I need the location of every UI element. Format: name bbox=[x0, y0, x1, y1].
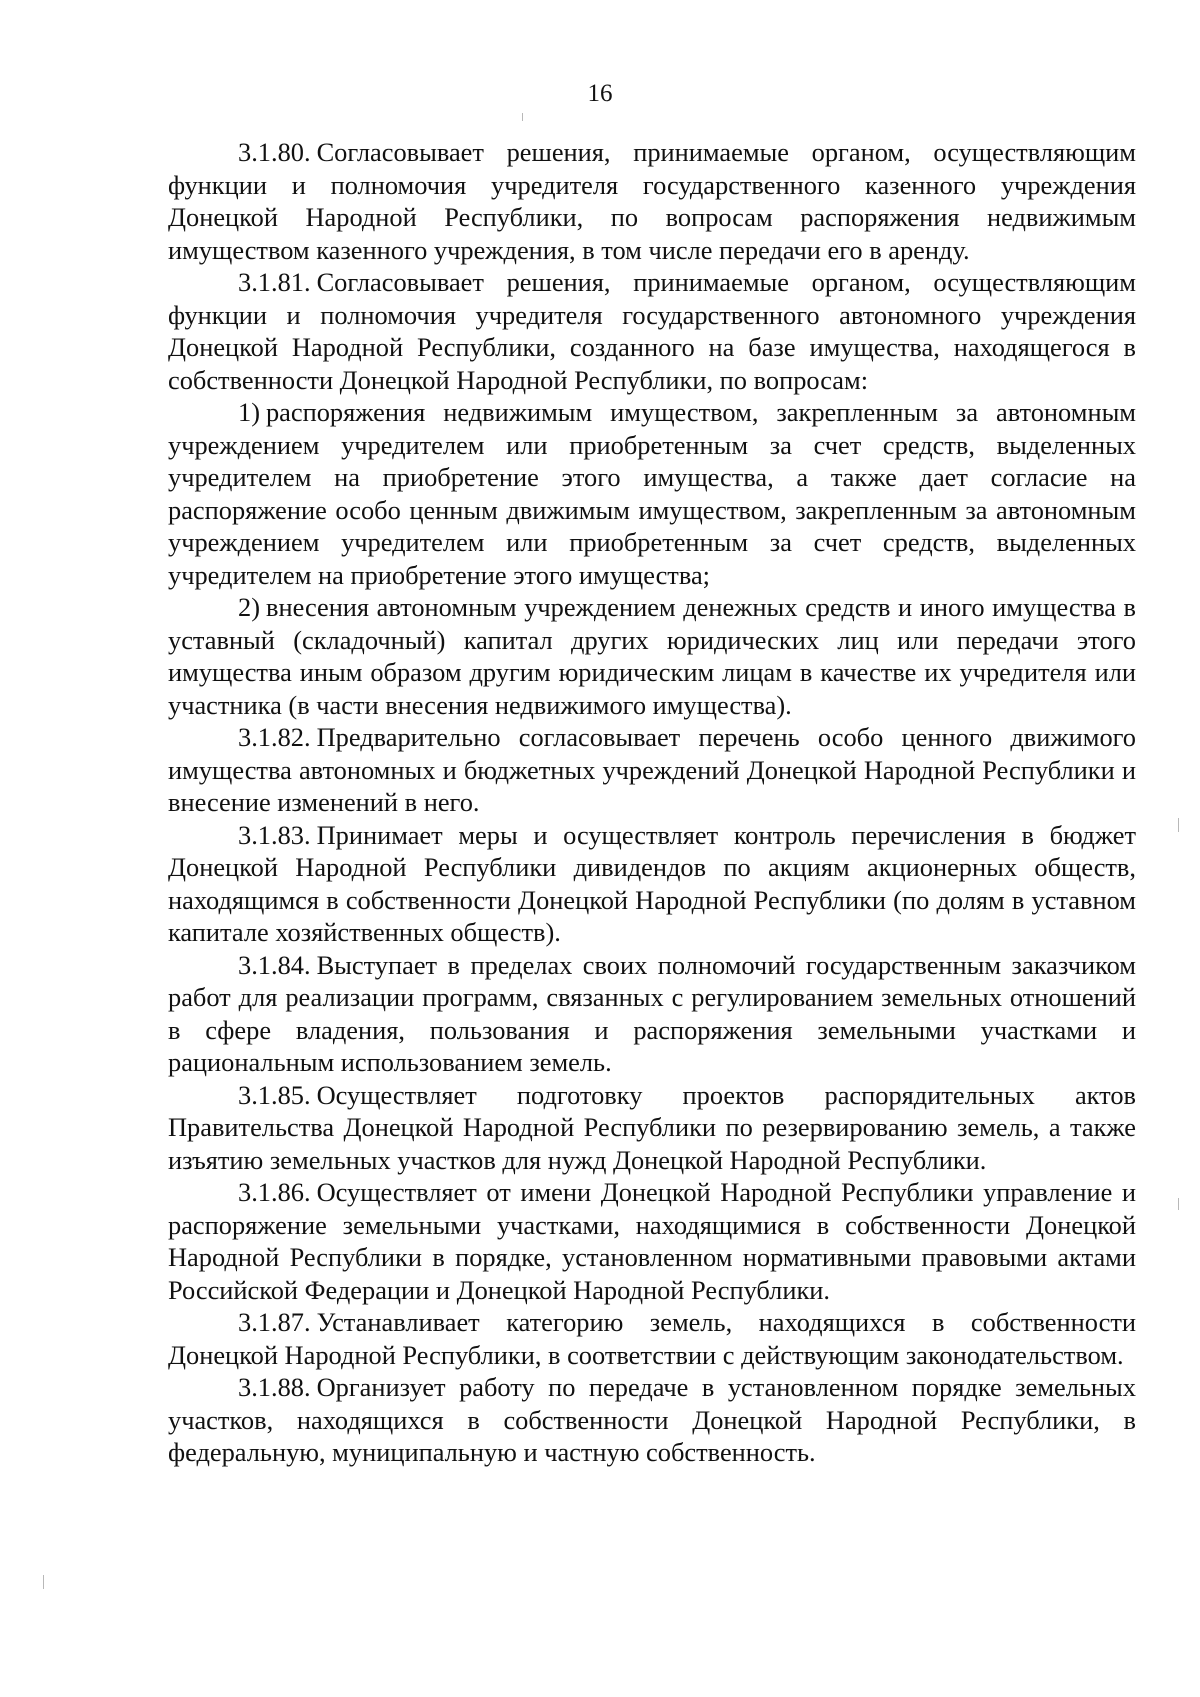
document-body bbox=[168, 136, 1136, 1469]
scan-speck bbox=[1178, 818, 1179, 832]
paragraph-number: 3.1.83. bbox=[238, 819, 311, 850]
paragraph-number: 3.1.84. bbox=[238, 949, 311, 980]
list-item-number: 1) bbox=[238, 397, 260, 427]
paragraph-text: Устанавливает категорию земель, находящихся в собственности Донецкой Народной Республики, в соответствии с действующим законодательством. bbox=[168, 1307, 1136, 1370]
paragraph-3-1-84 bbox=[168, 949, 1136, 1079]
paragraph-3-1-80 bbox=[168, 136, 1136, 266]
scan-speck bbox=[43, 1575, 44, 1589]
paragraph-number: 3.1.80. bbox=[238, 137, 311, 167]
paragraph-number: 3.1.85. bbox=[238, 1079, 311, 1110]
paragraph-number: 3.1.88. bbox=[238, 1372, 311, 1402]
paragraph-text: Организует работу по передаче в установленном порядке земельных участков, находящихся в собственности Донецкой Народной Республики, в федеральную, муниципальную и частную собственность. bbox=[168, 1372, 1136, 1467]
list-item-text: внесения автономным учреждением денежных средств и иного имущества в уставный (складочный) капитал других юридических лиц или передачи этого имущества иным образом другим юридическим лицам в качестве их учредителя или участника (в части внесения недвижимого имущества). bbox=[168, 592, 1136, 720]
paragraph-3-1-82 bbox=[168, 721, 1136, 819]
paragraph-text: Осуществляет от имени Донецкой Народной Республики управление и распоряжение земельными участками, находящимися в собственности Донецкой Народной Республики в порядке, установленном нормативными правовыми актами Российской Федерации и Донецкой Народной Республики. bbox=[168, 1177, 1136, 1305]
paragraph-text: Согласовывает решения, принимаемые органом, осуществляющим функции и полномочия учредителя государственного автономного учреждения Донецкой Народной Республики, созданного на базе имущества, находящегося в собственности Донецкой Народной Республики, по вопросам: bbox=[168, 267, 1136, 395]
paragraph-3-1-86 bbox=[168, 1176, 1136, 1306]
paragraph-number: 3.1.87. bbox=[238, 1307, 311, 1337]
scan-speck bbox=[1178, 1198, 1179, 1210]
list-item-text: распоряжения недвижимым имуществом, закрепленным за автономным учреждением учредителем или приобретенным за счет средств, выделенных учредителем на приобретение этого имущества, а также дает согласие на распоряжение особо ценным движимым имуществом, закрепленным за автономным учреждением учредителем или приобретенным за счет средств, выделенных учредителем на приобретение этого имущества; bbox=[168, 397, 1136, 590]
paragraph-text: Выступает в пределах своих полномочий государственным заказчиком работ для реализации программ, связанных с регулированием земельных отношений в сфере владения, пользования и распоряжения земельными участками и рациональным использованием земель. bbox=[168, 949, 1136, 1077]
paragraph-3-1-85 bbox=[168, 1079, 1136, 1177]
paragraph-text: Принимает меры и осуществляет контроль перечисления в бюджет Донецкой Народной Республики дивидендов по акциям акционерных обществ, находящимся в собственности Донецкой Народной Республики (по долям в уставном капитале хозяйственных обществ). bbox=[168, 819, 1136, 947]
paragraph-number: 3.1.82. bbox=[238, 722, 311, 752]
paragraph-3-1-83 bbox=[168, 819, 1136, 949]
scan-speck bbox=[522, 113, 523, 121]
list-item-1 bbox=[168, 396, 1136, 591]
paragraph-text: Предварительно согласовывает перечень особо ценного движимого имущества автономных и бюджетных учреждений Донецкой Народной Республики и внесение изменений в него. bbox=[168, 722, 1136, 817]
list-item-number: 2) bbox=[238, 592, 260, 622]
page-number: 16 bbox=[587, 80, 613, 107]
paragraph-3-1-81 bbox=[168, 266, 1136, 396]
paragraph-number: 3.1.81. bbox=[238, 267, 311, 297]
list-item-2 bbox=[168, 591, 1136, 721]
paragraph-text: Согласовывает решения, принимаемые органом, осуществляющим функции и полномочия учредителя государственного казенного учреждения Донецкой Народной Республики, по вопросам распоряжения недвижимым имуществом казенного учреждения, в том числе передачи его в аренду. bbox=[168, 137, 1136, 265]
paragraph-3-1-87 bbox=[168, 1306, 1136, 1371]
paragraph-number: 3.1.86. bbox=[238, 1177, 311, 1207]
paragraph-3-1-88 bbox=[168, 1371, 1136, 1469]
paragraph-text: Осуществляет подготовку проектов распорядительных актов Правительства Донецкой Народной Республики по резервированию земель, а также изъятию земельных участков для нужд Донецкой Народной Республики. bbox=[168, 1079, 1136, 1175]
